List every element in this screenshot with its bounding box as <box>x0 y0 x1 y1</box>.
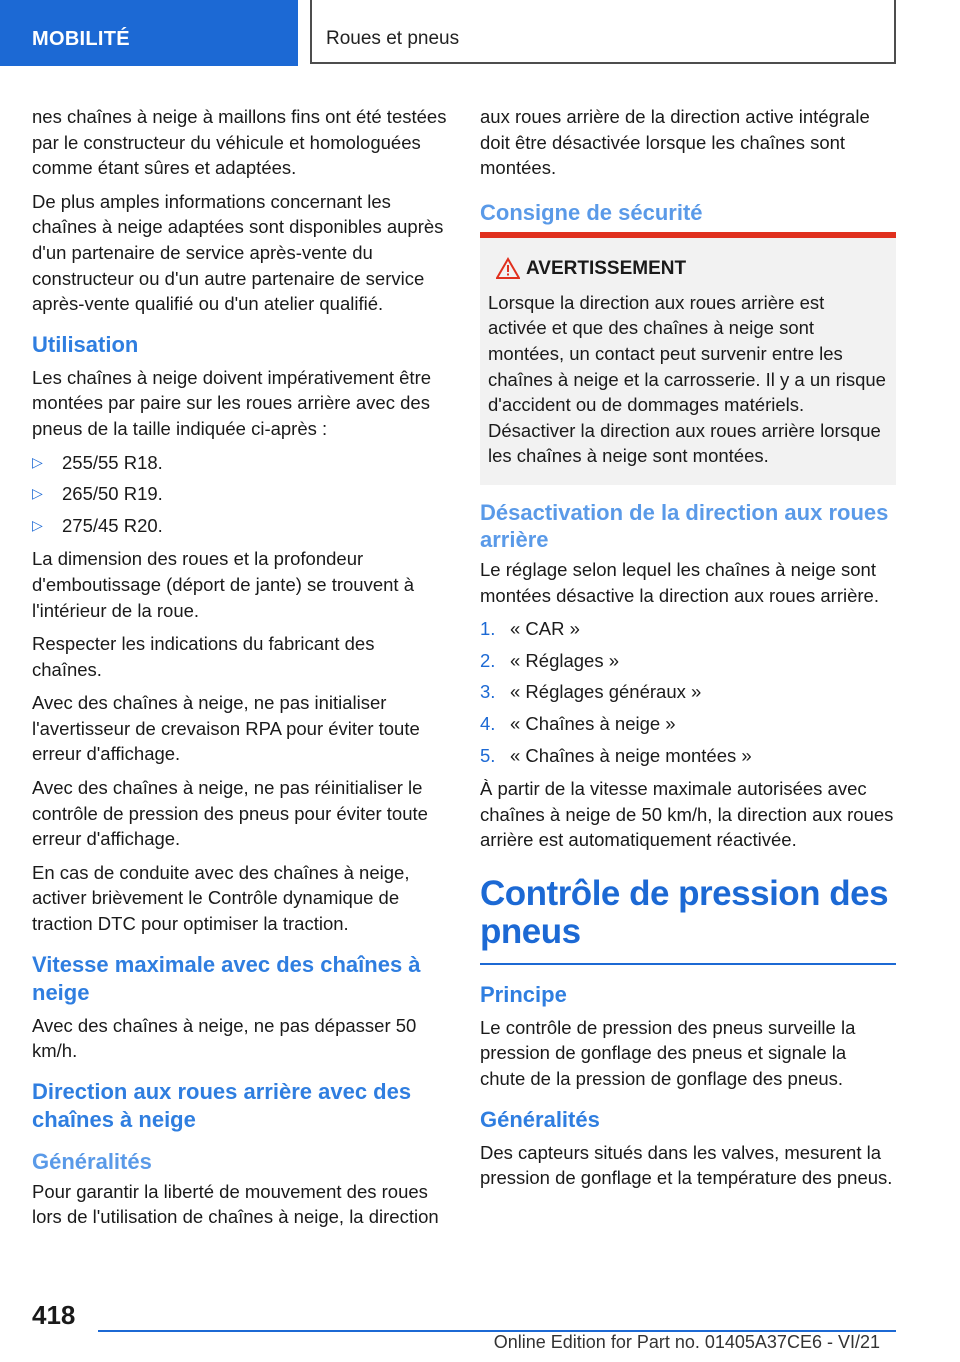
triangle-bullet-icon: ▷ <box>32 485 43 502</box>
heading-generalites-right: Généralités <box>480 1106 600 1132</box>
page-header <box>0 0 960 66</box>
list-item: ▷ 275/45 R20. <box>32 513 448 539</box>
paragraph: Les chaînes à neige doivent impérativement être montées par paire sur les roues arrière avec des pneus de la taille indiquée ci-après : <box>32 366 432 439</box>
chapter-label: Roues et pneus <box>310 0 896 64</box>
list-item: 3. « Réglages généraux » <box>480 681 702 703</box>
list-item: 5. « Chaînes à neige montées » <box>480 744 752 766</box>
paragraph: Pour garantir la liberté de mouvement des roues lors de l'utilisation de chaînes à neige, la direction <box>32 1180 439 1228</box>
paragraph: De plus amples informations concernant les chaînes à neige adaptées sont disponibles auprès d'un partenaire de service après-vente du constructeur ou d'un autre partenaire de service après-vente qualifié ou d'un atelier qualifié. <box>32 190 444 315</box>
paragraph: Le réglage selon lequel les chaînes à neige sont montées désactive la direction aux roues arrière. <box>480 558 879 606</box>
list-item: ▷ 265/50 R19. <box>32 481 448 507</box>
heading-desactivation: Désactivation de la direction aux roues arrière <box>480 499 889 552</box>
paragraph: nes chaînes à neige à maillons fins ont été testées par le constructeur du véhicule et homologuées comme étant sûres et adaptées. <box>32 106 447 179</box>
heading-vitesse: Vitesse maximale avec des chaînes à neige <box>32 951 421 1005</box>
heading-utilisation: Utilisation <box>32 331 139 357</box>
page-number: 418 <box>32 1300 76 1330</box>
list-item: 4. « Chaînes à neige » <box>480 712 676 734</box>
paragraph: aux roues arrière de la direction active intégrale doit être désactivée lorsque les chaînes sont montées. <box>480 106 870 179</box>
list-item: 2. « Réglages » <box>480 649 620 671</box>
list-item: ▷ 255/55 R18. <box>32 450 448 476</box>
heading-direction: Direction aux roues arrière avec des chaînes à neige <box>32 1078 412 1132</box>
heading-consigne: Consigne de sécurité <box>480 199 703 225</box>
warning-title: AVERTISSEMENT <box>488 256 888 282</box>
paragraph: Avec des chaînes à neige, ne pas dépasser 50 km/h. <box>32 1014 417 1062</box>
paragraph: À partir de la vitesse maximale autorisées avec chaînes à neige de 50 km/h, la direction aux roues arrière est automatiquement réactivée. <box>480 778 894 851</box>
edition-label: Online Edition for Part no. 01405A37CE6 - VI/21 <box>493 1332 880 1352</box>
paragraph: Des capteurs situés dans les valves, mesurent la pression de gonflage et la température des pneus. <box>480 1141 893 1189</box>
paragraph: En cas de conduite avec des chaînes à neige, activer brièvement le Contrôle dynamique de traction DTC pour optimiser la traction. <box>32 861 410 935</box>
warning-text: Lorsque la direction aux roues arrière est activée et que des chaînes à neige sont montées, un contact peut survenir entre les chaînes à neige et la carrosserie. Il y a un risque d'accident ou de dommages matériels. Désactiver la direction aux roues arrière lorsque les chaînes à neige sont montées. <box>488 291 886 467</box>
paragraph: La dimension des roues et la profondeur d'emboutissage (déport de jante) se trouvent à l'intérieur de la roue. <box>32 548 414 621</box>
steps-list <box>480 616 896 768</box>
left-column <box>32 104 448 1238</box>
heading-rule <box>480 955 896 965</box>
warning-triangle-icon <box>496 257 520 279</box>
tire-size-list <box>32 450 448 539</box>
right-column <box>480 104 896 1199</box>
paragraph: Avec des chaînes à neige, ne pas initialiser l'avertisseur de crevaison RPA pour éviter toute erreur d'affichage. <box>32 692 420 765</box>
paragraph: Avec des chaînes à neige, ne pas réinitialiser le contrôle de pression des pneus pour éviter toute erreur d'affichage. <box>32 777 428 850</box>
heading-principe: Principe <box>480 981 567 1007</box>
section-label: MOBILITÉ <box>0 0 298 66</box>
triangle-bullet-icon: ▷ <box>32 453 43 470</box>
warning-box <box>480 232 896 485</box>
triangle-bullet-icon: ▷ <box>32 516 43 533</box>
paragraph: Respecter les indications du fabricant des chaînes. <box>32 633 375 680</box>
heading-generalites: Généralités <box>32 1148 152 1174</box>
list-item: 1. « CAR » <box>480 618 580 640</box>
heading-tire-pressure: Contrôle de pression des pneus <box>480 873 889 951</box>
paragraph: Le contrôle de pression des pneus surveille la pression de gonflage des pneus et signale la chute de la pression de gonflage des pneus. <box>480 1016 856 1090</box>
